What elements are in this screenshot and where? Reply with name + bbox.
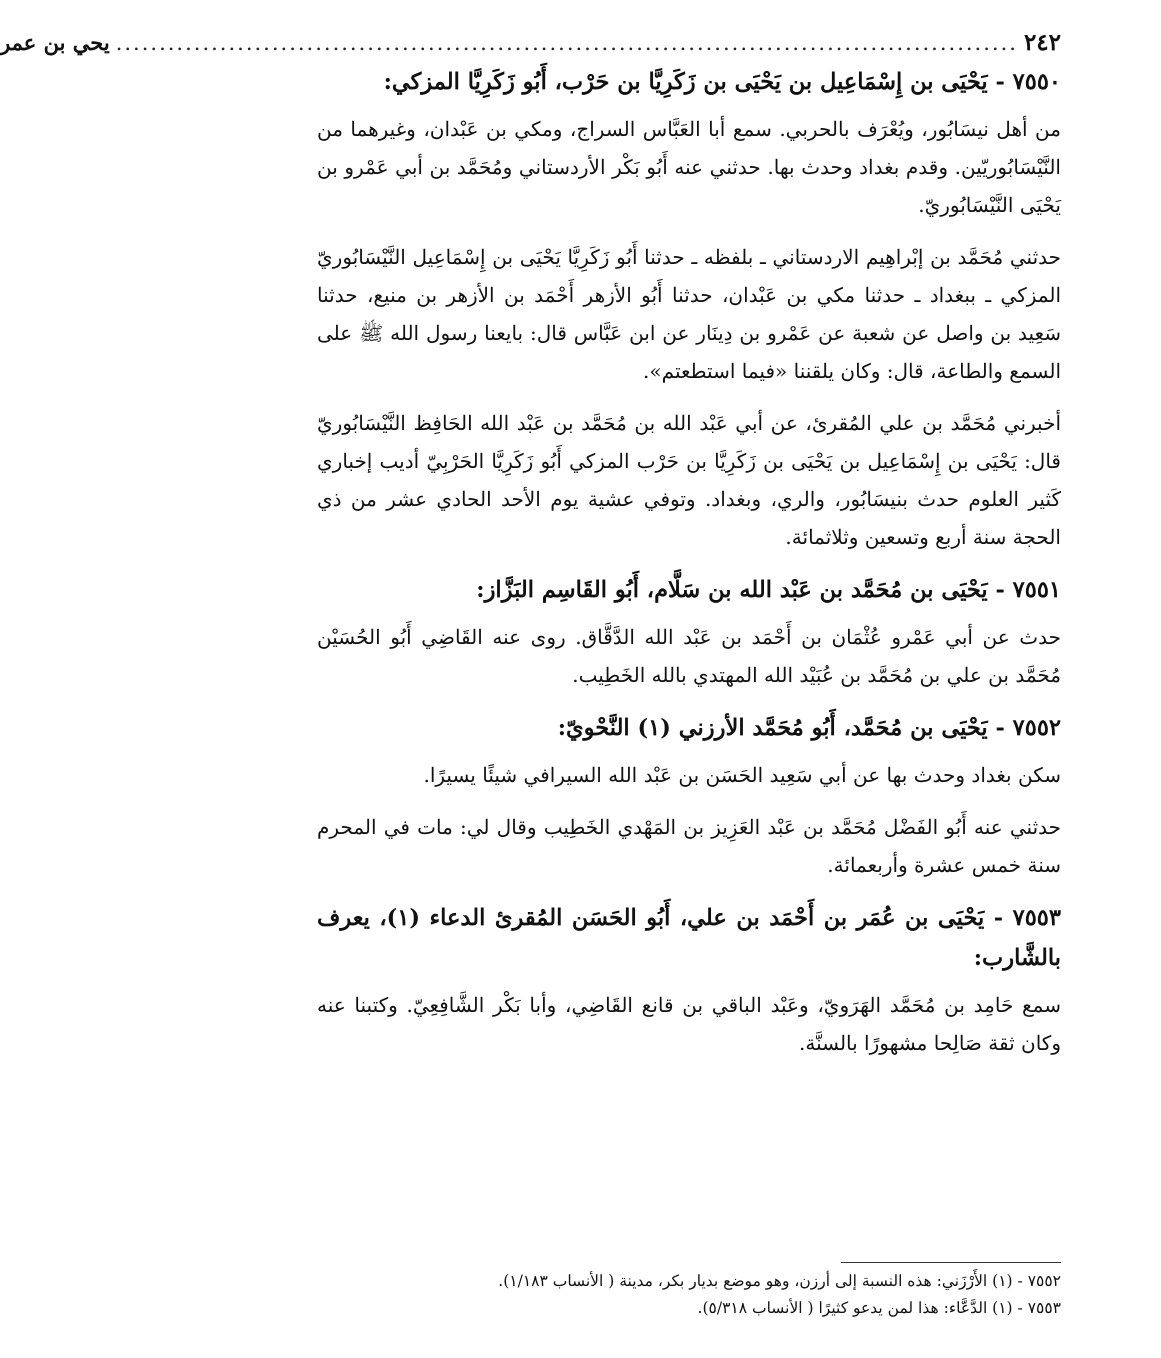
footnote: ٧٥٥٣ - (١) الدَّعَّاء: هذا لمن يدعو كثيرًا ( الأنساب ٥/٣١٨).	[697, 1299, 1061, 1317]
entry	[317, 570, 1061, 694]
running-header	[0, 28, 1061, 58]
entry-paragraph: حدثني مُحَمَّد بن إبْراهِيم الاردستاني ـ بلفظه ـ حدثنا أَبُو زَكَرِيَّا يَحْيَى بن إِسْمَاعِيل النَّيْسَابُوريّ المزكي ـ ببغداد ـ حدثنا مكي بن عَبْدان، حدثنا أَبُو الأزهر أَحْمَد بن الأزهر بن منيع، حدثنا سَعِيد بن واصل عن شعبة عن عَمْرو بن دِينَار عن ابن عَبَّاس قال: بايعنا رسول الله ﷺ على السمع والطاعة، قال: وكان يلقننا «فيما استطعتم».	[317, 245, 1061, 383]
entry	[317, 708, 1061, 884]
footnote: ٧٥٥٢ - (١) الأَرْزَني: هذه النسبة إلى أرزن، وهو موضع بديار بكر، مدينة ( الأنساب ١/١٨٣).	[498, 1272, 1061, 1290]
entry-title: ٧٥٥٠ - يَحْيَى بن إِسْمَاعِيل بن يَحْيَى بن زَكَرِيَّا بن حَرْب، أَبُو زَكَرِيَّا المزكي:	[383, 69, 1061, 95]
entry-paragraph: حدثني عنه أَبُو الفَضْل مُحَمَّد بن عَبْد العَزِيز بن المَهْدي الخَطِيب وقال لي: مات في المحرم سنة خمس عشرة وأربعمائة.	[317, 815, 1061, 877]
header-dot-leader: ........................................................................................................	[115, 31, 1018, 55]
entry-paragraph: سمع حَامِد بن مُحَمَّد الهَرَويّ، وعَبْد الباقي بن قانع القَاضِي، وأبا بَكْر الشَّافِعِيّ. وكتبنا عنه وكان ثقة صَالِحا مشهورًا بالسنَّة.	[317, 993, 1061, 1055]
running-title: يحي بن عمر	[0, 30, 110, 55]
entry	[317, 898, 1061, 1062]
entry-title: ٧٥٥١ - يَحْيَى بن مُحَمَّد بن عَبْد الله بن سَلَّام، أَبُو القَاسِم البَزَّاز:	[476, 577, 1061, 603]
entry-paragraph: حدث عن أبي عَمْرو عُثْمَان بن أَحْمَد بن عَبْد الله الدَّقَّاق. روى عنه القَاضِي أَبُو الحُسَيْن مُحَمَّد بن علي بن مُحَمَّد بن عُبَيْد الله المهتدي بالله الخَطِيب.	[317, 625, 1061, 687]
entry	[317, 62, 1061, 556]
footnotes	[317, 1268, 1061, 1322]
entry-title: ٧٥٥٣ - يَحْيَى بن عُمَر بن أَحْمَد بن علي، أَبُو الحَسَن المُقرئ الدعاء (١)، يعرف بالشَّارب:	[317, 905, 1061, 971]
footnote-separator	[841, 1262, 1061, 1263]
entry-title: ٧٥٥٢ - يَحْيَى بن مُحَمَّد، أَبُو مُحَمَّد الأرزني (١) النَّحْويّ:	[557, 715, 1061, 741]
entry-paragraph: سكن بغداد وحدث بها عن أبي سَعِيد الحَسَن بن عَبْد الله السيرافي شيئًا يسيرًا.	[423, 763, 1061, 787]
page-number: ٢٤٢	[1023, 29, 1061, 56]
entry-paragraph: أخبرني مُحَمَّد بن علي المُقرئ، عن أبي عَبْد الله بن مُحَمَّد بن عَبْد الله الحَافِظ النَّيْسَابُوريّ قال: يَحْيَى بن إِسْمَاعِيل بن يَحْيَى بن زَكَرِيَّا بن حَرْب المزكي أَبُو زَكَرِيَّا الحَرْبِيّ أديب إخباري كَثير العلوم حدث بنيسَابُور، والري، وبغداد. وتوفي عشية يوم الأحد الحادي عشر من ذي الحجة سنة أربع وتسعين وثلاثمائة.	[317, 411, 1061, 549]
entry-paragraph: من أهل نيسَابُور، ويُعْرَف بالحربي. سمع أبا العَبَّاس السراج، ومكي بن عَبْدان، وغيرهما من النَّيْسَابُوريّين. وقدم بغداد وحدث بها. حدثني عنه أَبُو بَكْر الأردستاني ومُحَمَّد بن أبي عَمْرو بن يَحْيَى النَّيْسَابُوريّ.	[317, 117, 1061, 217]
